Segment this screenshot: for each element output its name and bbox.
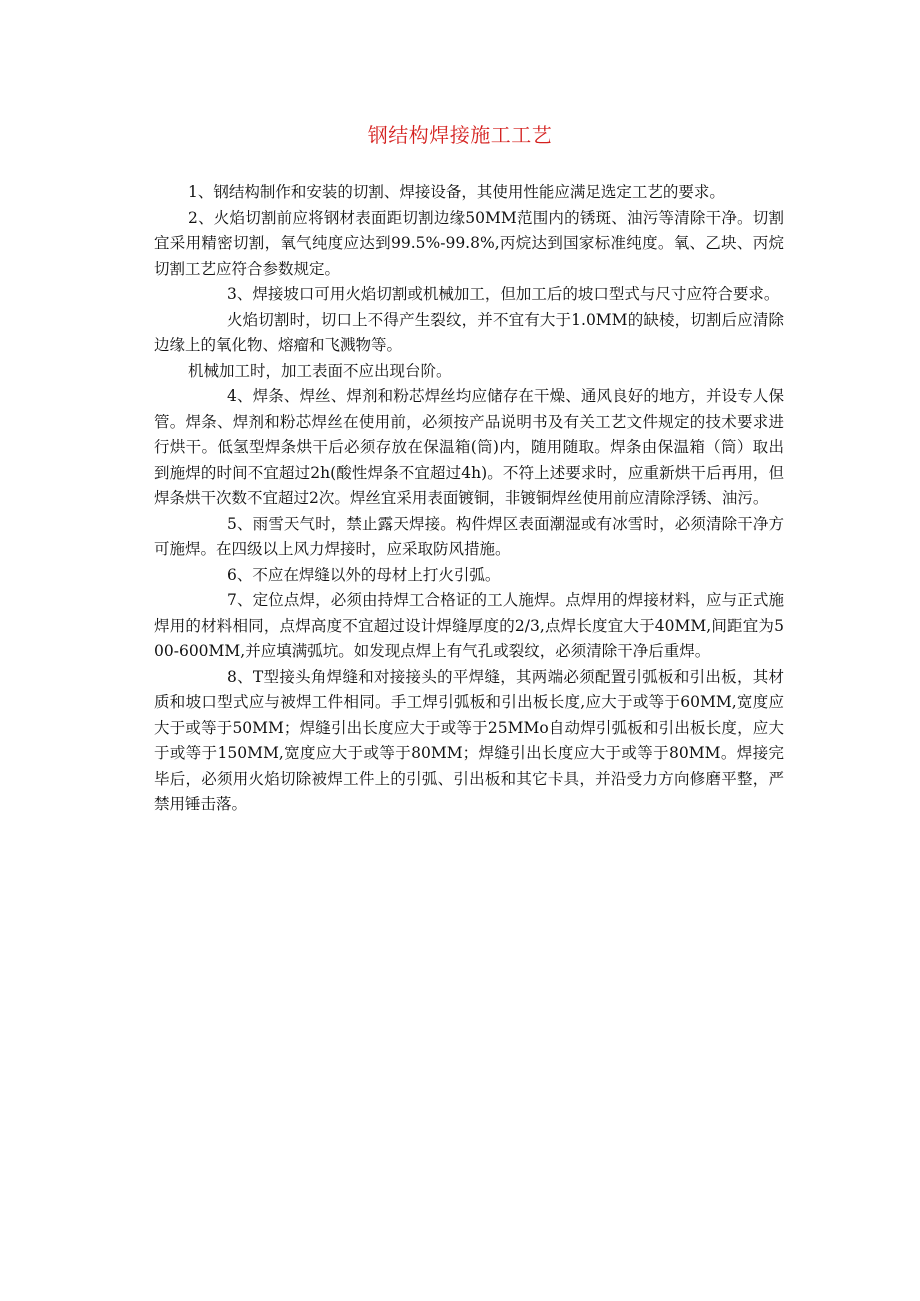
paragraph-8: 6、不应在焊缝以外的母材上打火引弧。: [227, 565, 501, 584]
paragraph-3: 3、焊接坡口可用火焰切割或机械加工，但加工后的坡口型式与尺寸应符合要求。: [227, 285, 780, 303]
paragraph-10: 8、T型接头角焊缝和对接接头的平焊缝，其两端必须配置引弧板和引出板，其材质和坡口型式应与被焊工件相同。手工焊引弧板和引出板长度,应大于或等于60MM,宽度应大于或等于50MM；焊缝引出长度应大于或等于25MMo自动焊引弧板和引出板长度，应大于或等于150MM,宽度应大于或等于80MM；焊缝引出长度应大于或等于80MM。焊接完毕后，必须用火焰切除被焊工件上的引弧、引出板和其它卡具，并沿受力方向修磨平整，严禁用锤击落。: [154, 667, 784, 813]
paragraph-9: 7、定位点焊，必须由持焊工合格证的工人施焊。点焊用的焊接材料，应与正式施焊用的材料相同，点焊高度不宜超过设计焊缝厚度的2/3,点焊长度宜大于40MM,间距宜为500-600MM,并应填满弧坑。如发现点焊上有气孔或裂纹，必须清除干净后重焊。: [154, 591, 784, 660]
paragraph-2: 2、火焰切割前应将钢材表面距切割边缘50MM范围内的锈斑、油污等清除干净。切割宜采用精密切割，氧气纯度应达到99.5%-99.8%,丙烷达到国家标准纯度。氧、乙块、丙烷切割工艺应符合参数规定。: [154, 208, 784, 278]
document-body: [154, 180, 784, 818]
paragraph-4: 火焰切割时，切口上不得产生裂纹，并不宜有大于1.0MM的缺棱，切割后应清除边缘上的氧化物、熔瘤和飞溅物等。: [154, 310, 784, 354]
paragraph-5: 机械加工时，加工表面不应出现台阶。: [188, 361, 452, 380]
document-title: 钢结构焊接施工工艺: [367, 123, 553, 147]
paragraph-1: 1、钢结构制作和安装的切割、焊接设备，其使用性能应满足选定工艺的要求。: [188, 183, 725, 201]
paragraph-7: 5、雨雪天气时，禁止露天焊接。构件焊区表面潮湿或有冰雪时，必须清除干净方可施焊。在四级以上风力焊接时，应采取防风措施。: [154, 514, 784, 558]
paragraph-6: 4、焊条、焊丝、焊剂和粉芯焊丝均应储存在干燥、通风良好的地方，并设专人保管。焊条、焊剂和粉芯焊丝在使用前，必须按产品说明书及有关工艺文件规定的技术要求进行烘干。低氢型焊条烘干后必须存放在保温箱(筒)内，随用随取。焊条由保温箱（筒）取出到施焊的时间不宜超过2h(酸性焊条不宜超过4h)。不符上述要求时，应重新烘干后再用，但焊条烘干次数不宜超过2次。焊丝宜采用表面镀铜，非镀铜焊丝使用前应清除浮锈、油污。: [154, 387, 784, 507]
